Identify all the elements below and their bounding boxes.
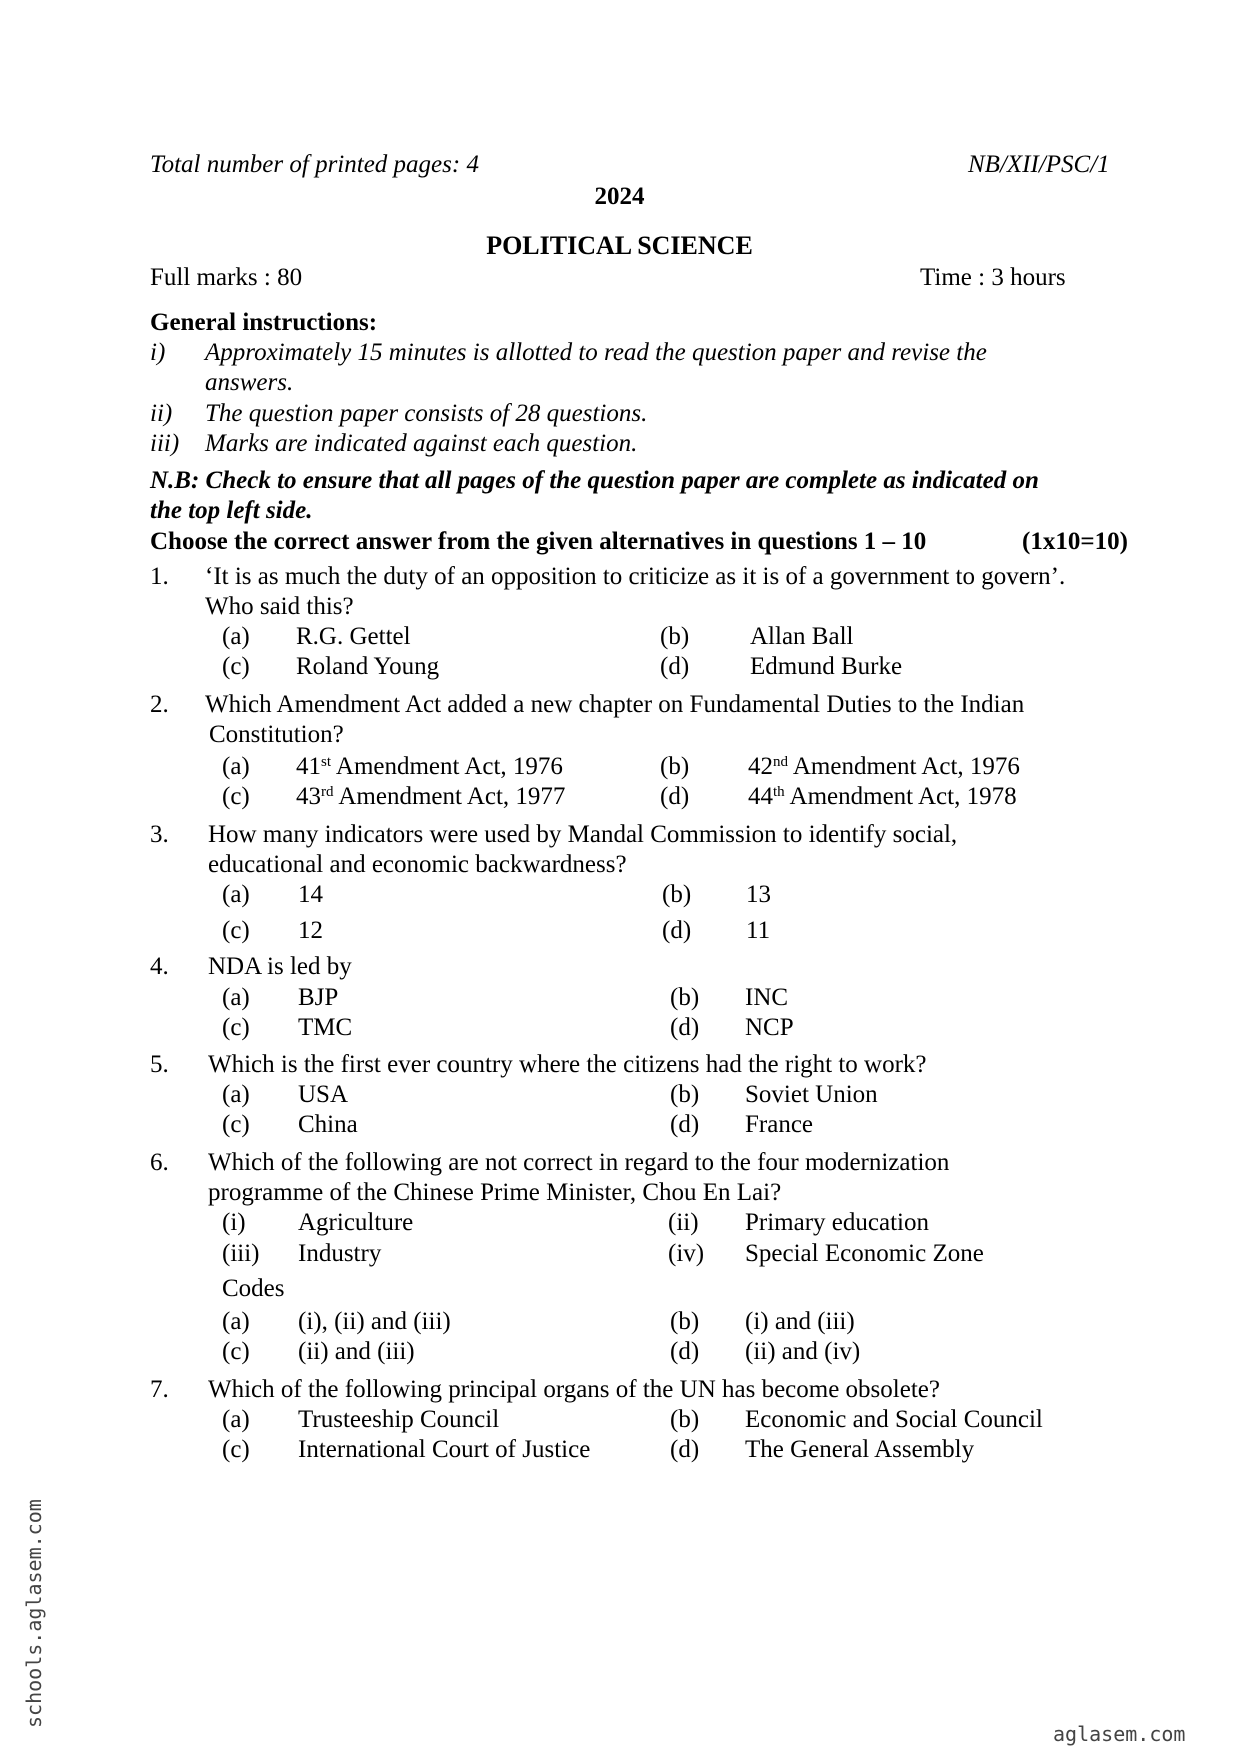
item-label: (i) [222, 1209, 246, 1236]
question-text: educational and economic backwardness? [208, 851, 627, 878]
nb-note: N.B: Check to ensure that all pages of the question paper are complete as indicated on [150, 467, 1039, 494]
option-text: 44th Amendment Act, 1978 [748, 783, 1017, 810]
option-text: 42nd Amendment Act, 1976 [748, 753, 1020, 780]
option-text: TMC [298, 1014, 353, 1041]
question-text: programme of the Chinese Prime Minister, Chou En Lai? [208, 1179, 782, 1206]
question-text: ‘It is as much the duty of an opposition to criticize as it is of a government to govern’. [205, 563, 1066, 590]
option-text: (i), (ii) and (iii) [298, 1308, 451, 1335]
question-text: Which of the following principal organs of the UN has become obsolete? [208, 1376, 940, 1403]
question-text: How many indicators were used by Mandal Commission to identify social, [208, 821, 958, 848]
question-number: 4. [150, 953, 169, 980]
option-label: (a) [222, 984, 250, 1011]
option-label: (c) [222, 1436, 250, 1463]
option-label: (d) [670, 1111, 700, 1138]
option-text: 41st Amendment Act, 1976 [296, 753, 563, 780]
option-text: China [298, 1111, 358, 1138]
option-text: R.G. Gettel [296, 623, 411, 650]
item-label: (iii) [222, 1240, 260, 1267]
option-text: BJP [298, 984, 339, 1011]
option-label: (c) [222, 653, 250, 680]
corner-watermark: aglasem.com [1053, 1722, 1186, 1746]
option-text: (ii) and (iii) [298, 1338, 415, 1365]
question-number: 2. [150, 691, 169, 718]
option-label: (c) [222, 783, 250, 810]
side-watermark: schools.aglasem.com [22, 1499, 46, 1728]
question-number: 6. [150, 1149, 169, 1176]
item-text: Primary education [745, 1209, 929, 1236]
nb-note: the top left side. [150, 497, 313, 524]
page-title: POLITICAL SCIENCE [486, 231, 753, 260]
option-label: (b) [662, 881, 692, 908]
item-text: Special Economic Zone [745, 1240, 984, 1267]
exam-year: 2024 [594, 183, 645, 210]
option-label: (c) [222, 1111, 250, 1138]
question-number: 7. [150, 1376, 169, 1403]
question-number: 3. [150, 821, 169, 848]
option-label: (a) [222, 1308, 250, 1335]
question-text: Which is the first ever country where the citizens had the right to work? [208, 1051, 927, 1078]
question-text: Which Amendment Act added a new chapter on Fundamental Duties to the Indian [205, 691, 1025, 718]
question-text: NDA is led by [208, 953, 352, 980]
option-text: 43rd Amendment Act, 1977 [296, 783, 566, 810]
option-text: 11 [746, 917, 771, 944]
option-label: (b) [670, 1406, 700, 1433]
option-label: (a) [222, 753, 250, 780]
question-text: Which of the following are not correct in regard to the four modernization [208, 1149, 950, 1176]
codes-label: Codes [222, 1275, 285, 1302]
option-text: Edmund Burke [750, 653, 903, 680]
option-text: International Court of Justice [298, 1436, 591, 1463]
option-label: (c) [222, 1338, 250, 1365]
instruction-text: Approximately 15 minutes is allotted to read the question paper and revise the [205, 339, 987, 366]
option-text: 12 [298, 917, 323, 944]
option-text: USA [298, 1081, 349, 1108]
option-text: The General Assembly [745, 1436, 975, 1463]
option-label: (a) [222, 881, 250, 908]
option-label: (a) [222, 623, 250, 650]
option-label: (b) [670, 984, 700, 1011]
section-marks: (1x10=10) [1022, 528, 1128, 555]
option-text: Soviet Union [745, 1081, 878, 1108]
option-text: 13 [746, 881, 771, 908]
instruction-num: i) [150, 339, 166, 366]
option-label: (c) [222, 917, 250, 944]
option-label: (d) [670, 1338, 700, 1365]
option-label: (a) [222, 1406, 250, 1433]
option-label: (d) [660, 783, 690, 810]
option-label: (b) [660, 623, 690, 650]
option-text: Roland Young [296, 653, 440, 680]
option-label: (d) [670, 1436, 700, 1463]
option-text: (ii) and (iv) [745, 1338, 861, 1365]
option-text: (i) and (iii) [745, 1308, 855, 1335]
item-label: (ii) [668, 1209, 699, 1236]
option-label: (c) [222, 1014, 250, 1041]
section-heading: Choose the correct answer from the given alternatives in questions 1 – 10 [150, 528, 927, 555]
option-text: 14 [298, 881, 323, 908]
option-text: Economic and Social Council [745, 1406, 1043, 1433]
question-number: 1. [150, 563, 169, 590]
option-label: (d) [662, 917, 692, 944]
instruction-text: The question paper consists of 28 questions. [205, 400, 648, 427]
item-text: Agriculture [298, 1209, 414, 1236]
instruction-text: answers. [205, 369, 294, 396]
option-label: (b) [670, 1308, 700, 1335]
question-text: Constitution? [209, 721, 344, 748]
option-text: Trusteeship Council [298, 1406, 500, 1433]
option-label: (d) [670, 1014, 700, 1041]
option-text: NCP [745, 1014, 794, 1041]
instruction-text: Marks are indicated against each question. [205, 430, 638, 457]
option-label: (d) [660, 653, 690, 680]
item-text: Industry [298, 1240, 382, 1267]
option-text: Allan Ball [750, 623, 854, 650]
instruction-num: ii) [150, 400, 173, 427]
time-allowed: Time : 3 hours [920, 264, 1066, 291]
option-label: (a) [222, 1081, 250, 1108]
option-label: (b) [660, 753, 690, 780]
option-label: (b) [670, 1081, 700, 1108]
option-text: France [745, 1111, 814, 1138]
option-text: INC [745, 984, 789, 1011]
paper-code: NB/XII/PSC/1 [968, 151, 1110, 178]
question-number: 5. [150, 1051, 169, 1078]
full-marks: Full marks : 80 [150, 264, 303, 291]
question-text: Who said this? [205, 593, 354, 620]
total-pages: Total number of printed pages: 4 [150, 151, 479, 178]
item-label: (iv) [668, 1240, 705, 1267]
instructions-heading: General instructions: [150, 309, 378, 336]
instruction-num: iii) [150, 430, 180, 457]
